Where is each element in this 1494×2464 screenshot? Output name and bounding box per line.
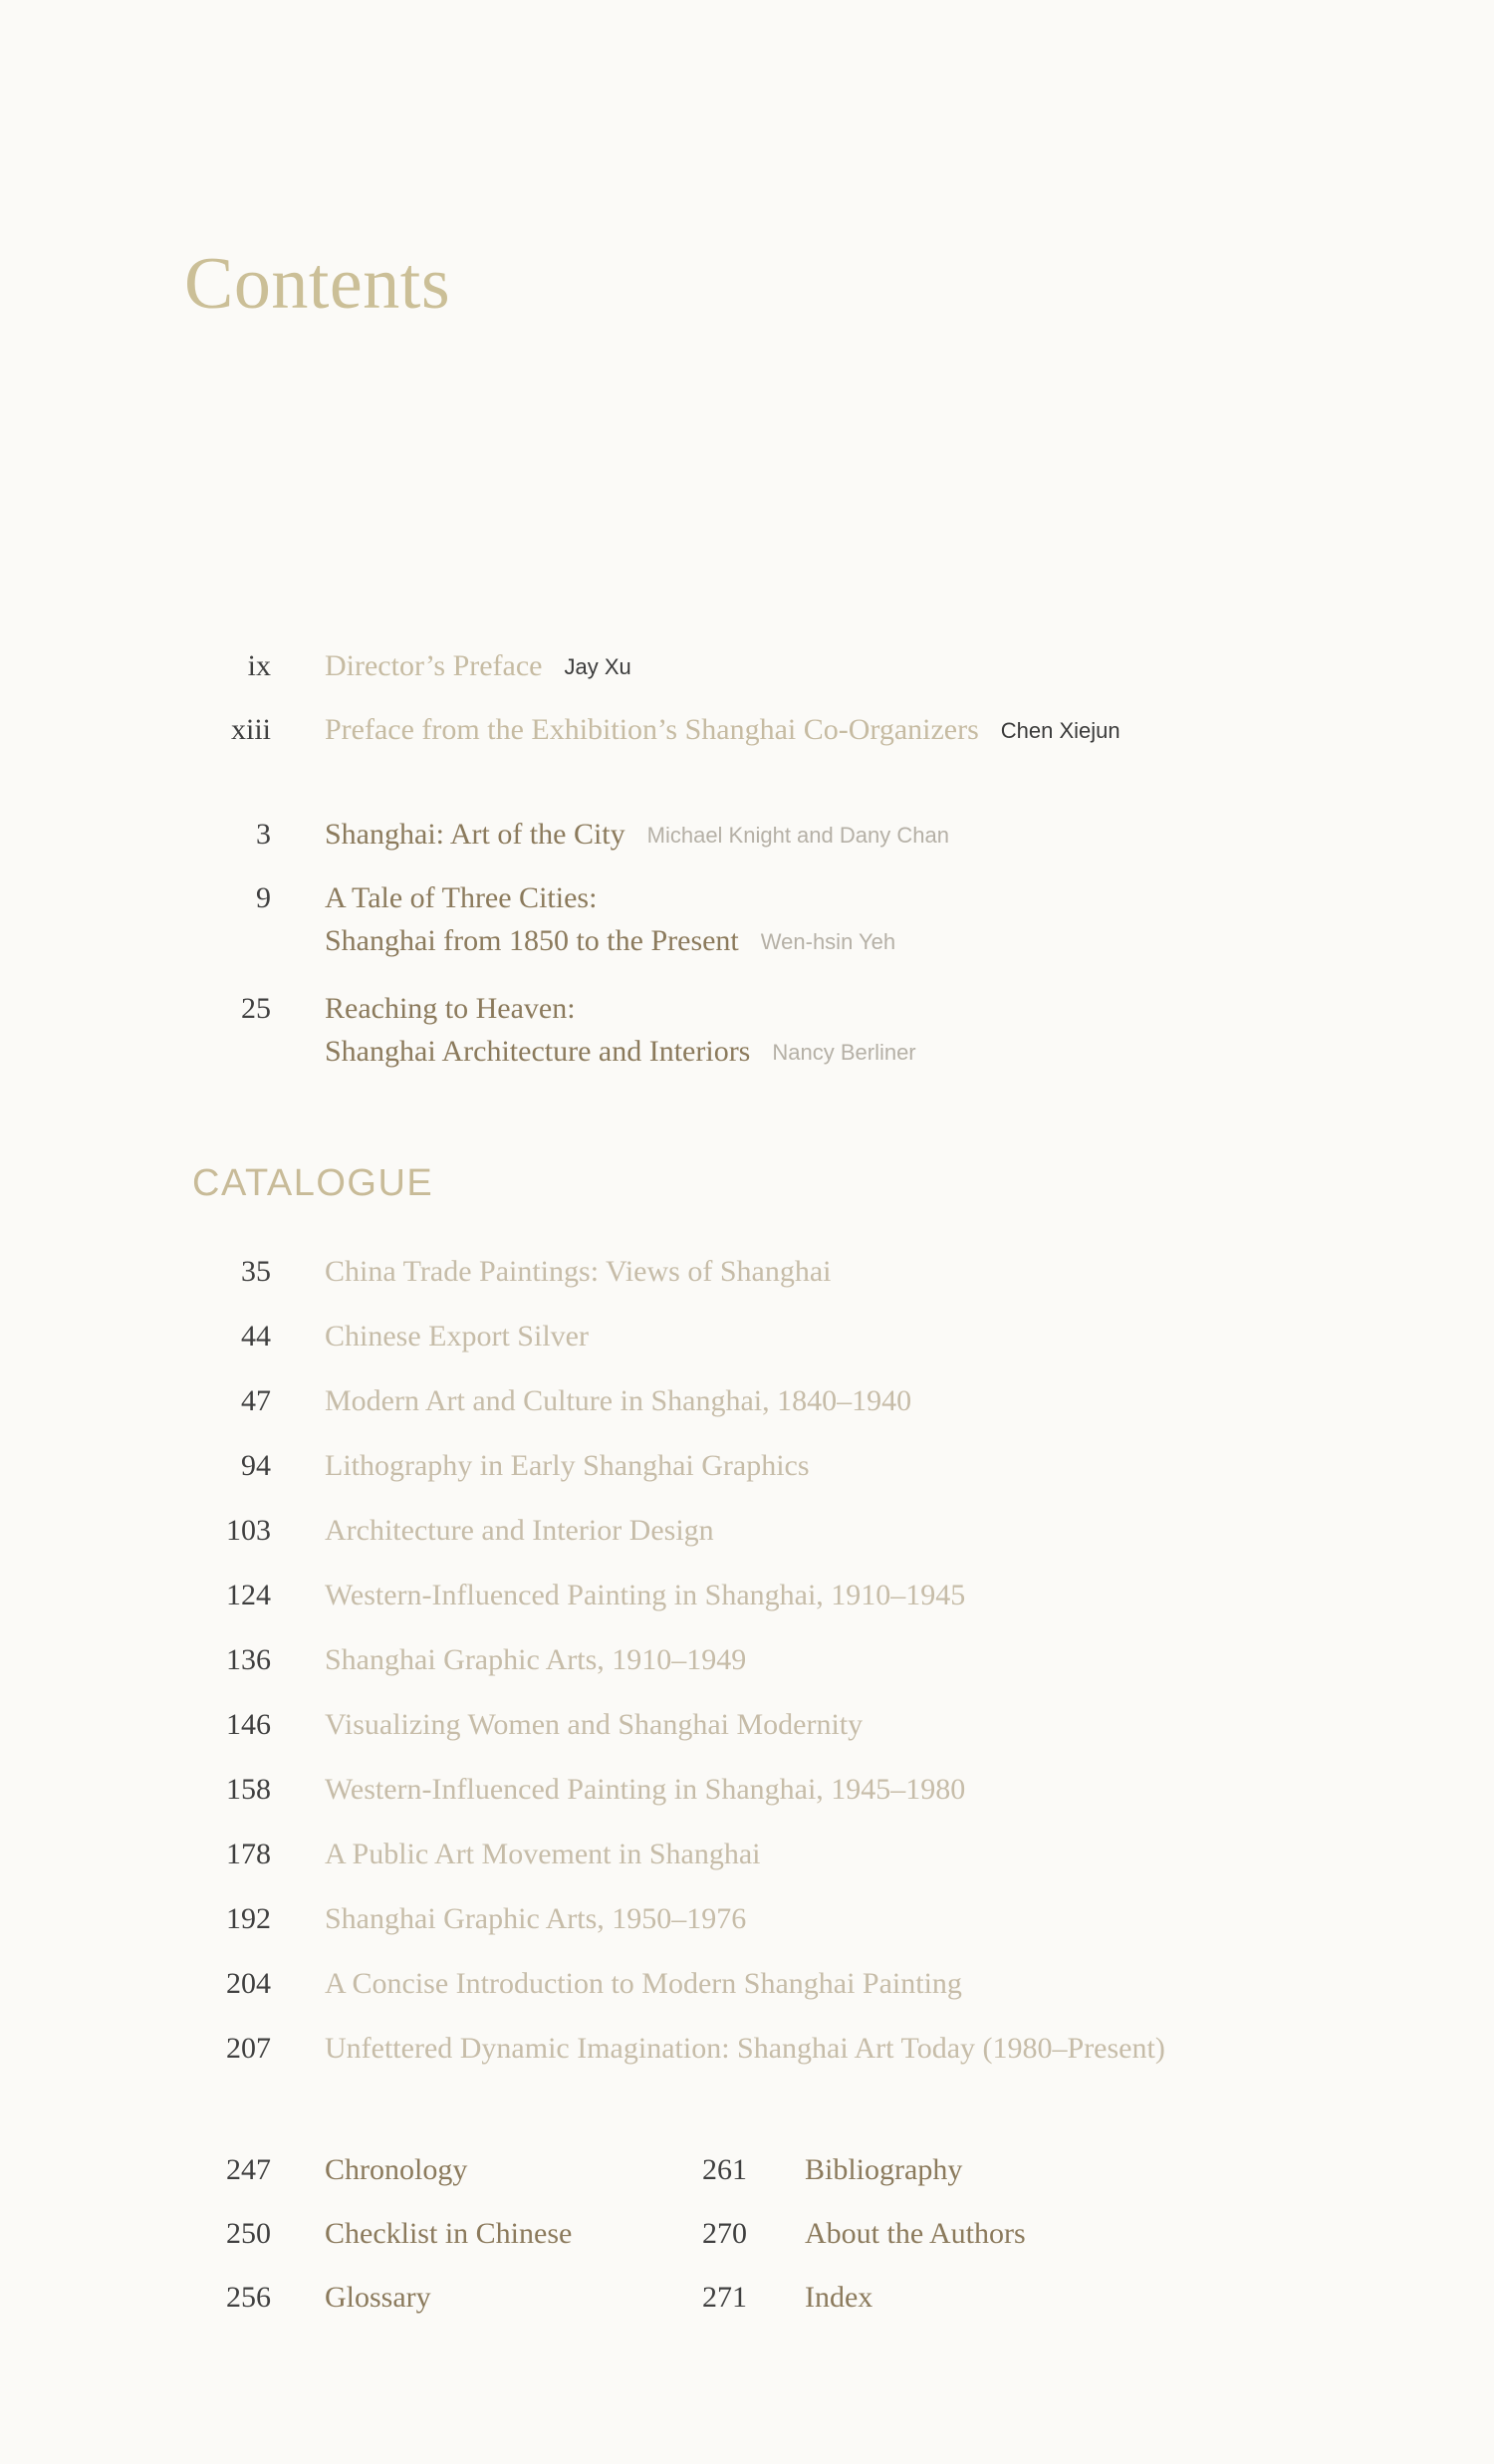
entry-title-text: About the Authors: [805, 2217, 1026, 2250]
entry-text: [325, 713, 1120, 746]
toc-entry-catalogue[interactable]: [0, 1773, 1494, 1823]
page-number: 146: [226, 1708, 271, 1741]
entry-title-text: Shanghai Graphic Arts, 1950–1976: [325, 1902, 747, 1935]
entry-title-text: Glossary: [325, 2281, 431, 2314]
page-number: 207: [226, 2032, 271, 2065]
entry-subtitle: Shanghai from 1850 to the Present: [325, 924, 739, 957]
entry-author: Wen-hsin Yeh: [760, 929, 896, 954]
entry-title-text: Unfettered Dynamic Imagination: Shanghai Art Today (1980–Present): [325, 2032, 1165, 2065]
toc-entry-essay-art-of-the-city[interactable]: [0, 818, 1494, 867]
entry-subtitle-line: [325, 924, 895, 957]
entry-author: Nancy Berliner: [772, 1040, 916, 1065]
page-number: 94: [241, 1449, 271, 1482]
entry-title: [325, 2032, 1165, 2065]
page-number: 256: [226, 2281, 271, 2314]
page-number: xiii: [230, 713, 271, 746]
toc-entry-catalogue[interactable]: [0, 1643, 1494, 1693]
entry-text: [325, 881, 895, 957]
entry-title: [325, 1514, 714, 1547]
section-heading-catalogue: CATALOGUE: [192, 1162, 434, 1204]
page-number: 261: [702, 2153, 747, 2186]
entry-title: [805, 2153, 962, 2186]
page-number: 3: [256, 818, 271, 851]
entry-title: [325, 1708, 863, 1741]
entry-title-text: China Trade Paintings: Views of Shanghai: [325, 1255, 832, 1288]
page-number: 9: [256, 881, 271, 914]
page-number: 103: [226, 1514, 271, 1547]
entry-title: [325, 1838, 760, 1870]
entry-text: [325, 818, 949, 851]
page-number: 250: [226, 2217, 271, 2250]
page-number: 25: [241, 992, 271, 1025]
entry-title: [325, 1643, 746, 1676]
entry-title-text: Chinese Export Silver: [325, 1320, 589, 1353]
entry-title: Preface from the Exhibition’s Shanghai Co-Organizers: [325, 713, 979, 746]
page-number: 178: [226, 1838, 271, 1870]
page-number: 136: [226, 1643, 271, 1676]
entry-title: [325, 1902, 746, 1935]
entry-title: Director’s Preface: [325, 649, 543, 682]
page-number: 47: [241, 1384, 271, 1417]
toc-entry-catalogue[interactable]: [0, 2032, 1494, 2082]
entry-title-text: Chronology: [325, 2153, 468, 2186]
entry-title-text: Architecture and Interior Design: [325, 1514, 714, 1547]
page-number: ix: [247, 649, 271, 682]
toc-entry-catalogue[interactable]: [0, 1255, 1494, 1305]
entry-title: [325, 1967, 962, 2000]
entry-text: [325, 649, 631, 682]
entry-title: [805, 2217, 1026, 2250]
entry-text: [325, 992, 916, 1068]
entry-title-text: Modern Art and Culture in Shanghai, 1840–1940: [325, 1384, 912, 1417]
entry-title: [325, 1320, 589, 1353]
entry-title-text: A Public Art Movement in Shanghai: [325, 1838, 761, 1870]
page-title: Contents: [184, 243, 451, 325]
entry-title-text: Lithography in Early Shanghai Graphics: [325, 1449, 810, 1482]
entry-title: [325, 1773, 965, 1806]
entry-title: [805, 2281, 872, 2314]
entry-title-text: Checklist in Chinese: [325, 2217, 573, 2250]
toc-entry-co-organizers-preface[interactable]: [0, 713, 1494, 763]
page-number: 44: [241, 1320, 271, 1353]
toc-entry-index[interactable]: [0, 2281, 1494, 2331]
entry-title: Shanghai: Art of the City: [325, 818, 625, 851]
toc-entry-catalogue[interactable]: [0, 1579, 1494, 1628]
entry-subtitle-line: [325, 1035, 916, 1068]
toc-entry-essay-three-cities[interactable]: [0, 881, 1494, 981]
toc-entry-catalogue[interactable]: [0, 1384, 1494, 1434]
toc-entry-catalogue[interactable]: [0, 1967, 1494, 2017]
toc-entry-catalogue[interactable]: [0, 1449, 1494, 1499]
entry-title-text: Visualizing Women and Shanghai Modernity: [325, 1708, 864, 1741]
page-number: 271: [702, 2281, 747, 2314]
entry-title-text: Bibliography: [805, 2153, 963, 2186]
entry-author: Chen Xiejun: [1000, 718, 1120, 743]
page-number: 204: [226, 1967, 271, 2000]
toc-entry-catalogue[interactable]: [0, 1514, 1494, 1564]
page-number: 35: [241, 1255, 271, 1288]
page-number: 192: [226, 1902, 271, 1935]
entry-title: [325, 1449, 810, 1482]
entry-title-text: Western-Influenced Painting in Shanghai, 1945–1980: [325, 1773, 966, 1806]
entry-author: Michael Knight and Dany Chan: [646, 823, 949, 848]
toc-entry-catalogue[interactable]: [0, 1708, 1494, 1758]
page-number: 124: [226, 1579, 271, 1611]
toc-entry-about-authors[interactable]: [0, 2217, 1494, 2267]
entry-title-text: Index: [805, 2281, 873, 2314]
entry-title-text: Western-Influenced Painting in Shanghai, 1910–1945: [325, 1579, 966, 1611]
entry-author: Jay Xu: [564, 654, 631, 679]
entry-title: [325, 1384, 911, 1417]
toc-entry-catalogue[interactable]: [0, 1320, 1494, 1369]
entry-title: [325, 1255, 831, 1288]
entry-title-text: A Concise Introduction to Modern Shanghai Painting: [325, 1967, 962, 2000]
entry-title-text: Shanghai Graphic Arts, 1910–1949: [325, 1643, 747, 1676]
toc-entry-essay-reaching-to-heaven[interactable]: [0, 992, 1494, 1092]
page-number: 158: [226, 1773, 271, 1806]
entry-title: Reaching to Heaven:: [325, 992, 576, 1025]
page-number: 270: [702, 2217, 747, 2250]
toc-entry-directors-preface[interactable]: [0, 649, 1494, 699]
toc-entry-catalogue[interactable]: [0, 1838, 1494, 1887]
entry-title: [325, 1579, 965, 1611]
entry-title: A Tale of Three Cities:: [325, 881, 598, 914]
page-number: 247: [226, 2153, 271, 2186]
toc-entry-bibliography[interactable]: [0, 2153, 1494, 2203]
entry-subtitle: Shanghai Architecture and Interiors: [325, 1035, 751, 1068]
toc-entry-catalogue[interactable]: [0, 1902, 1494, 1952]
